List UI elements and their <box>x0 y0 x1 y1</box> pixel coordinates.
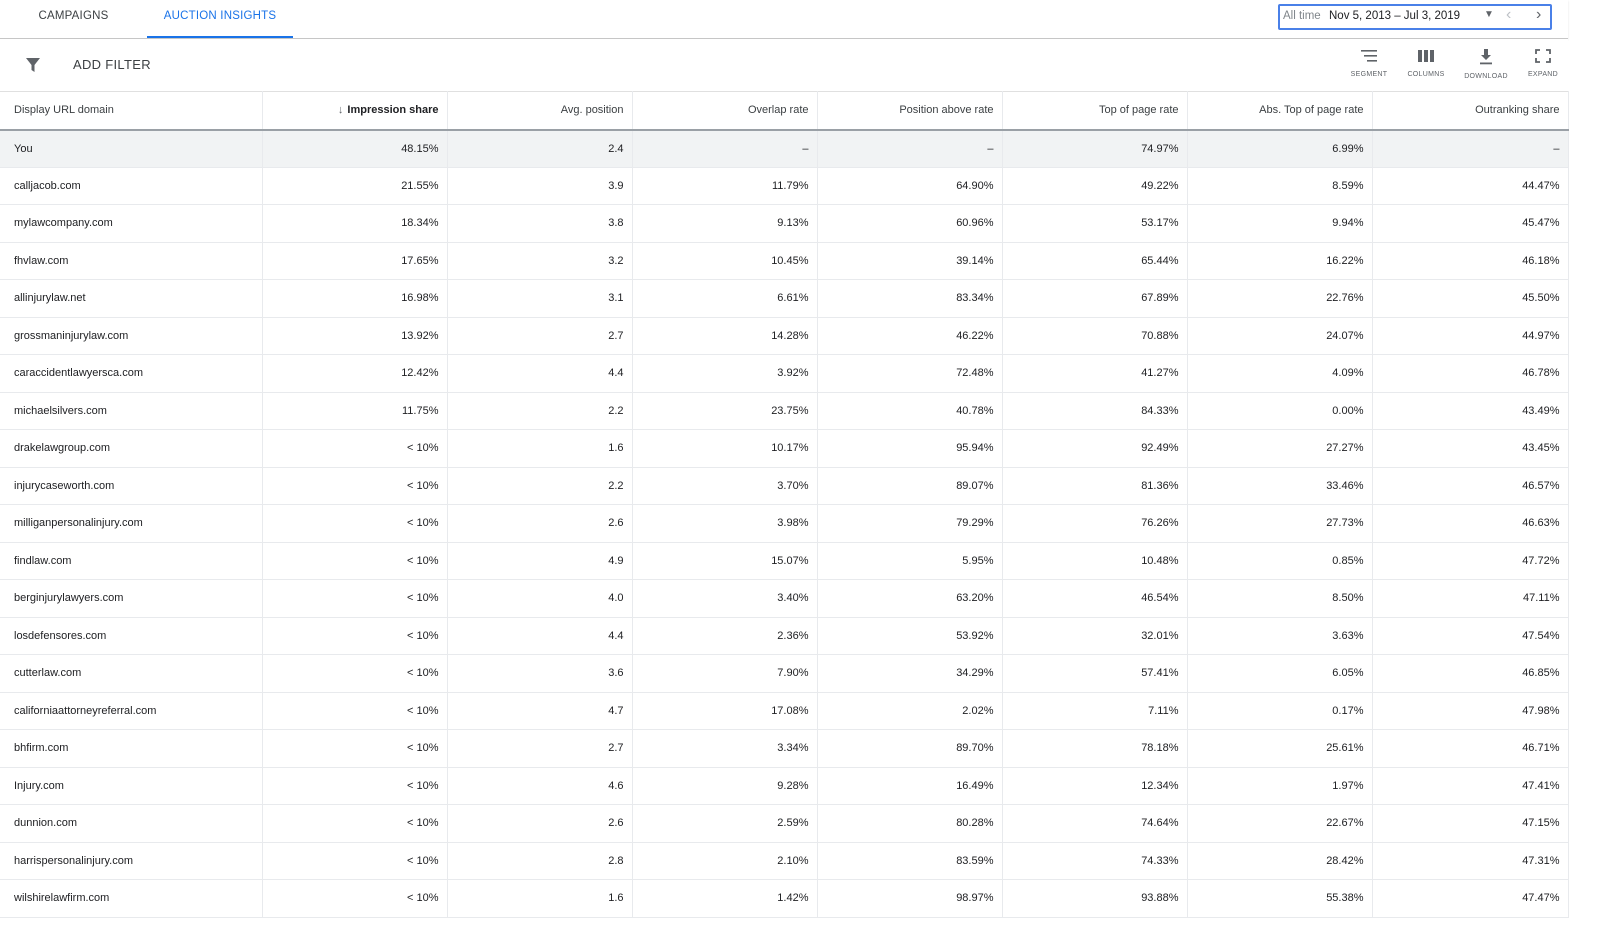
cell-abs-top-of-page-rate: 9.94% <box>1187 205 1372 243</box>
cell-outranking-share: 45.50% <box>1372 280 1568 318</box>
cell-overlap-rate: 14.28% <box>632 317 817 355</box>
cell-outranking-share: 47.11% <box>1372 580 1568 618</box>
cell-overlap-rate: 2.36% <box>632 617 817 655</box>
cell-avg-position: 3.8 <box>447 205 632 243</box>
cell-top-of-page-rate: 12.34% <box>1002 767 1187 805</box>
cell-abs-top-of-page-rate: 4.09% <box>1187 355 1372 393</box>
cell-abs-top-of-page-rate: 27.27% <box>1187 430 1372 468</box>
segment-icon <box>1360 49 1378 63</box>
cell-impression-share: < 10% <box>262 467 447 505</box>
top-bar <box>0 0 1568 39</box>
cell-position-above-rate: 89.07% <box>817 467 1002 505</box>
cell-avg-position: 3.9 <box>447 167 632 205</box>
cell-avg-position: 1.6 <box>447 430 632 468</box>
cell-overlap-rate: – <box>632 130 817 168</box>
download-button[interactable] <box>1458 49 1514 85</box>
header-overlap-rate[interactable]: Overlap rate <box>632 92 817 130</box>
cell-impression-share: 16.98% <box>262 280 447 318</box>
cell-impression-share: < 10% <box>262 805 447 843</box>
expand-button[interactable] <box>1515 49 1571 85</box>
cell-impression-share: < 10% <box>262 880 447 918</box>
cell-impression-share: 17.65% <box>262 242 447 280</box>
cell-position-above-rate: 80.28% <box>817 805 1002 843</box>
cell-avg-position: 4.4 <box>447 617 632 655</box>
cell-top-of-page-rate: 32.01% <box>1002 617 1187 655</box>
cell-outranking-share: 47.41% <box>1372 767 1568 805</box>
cell-top-of-page-rate: 67.89% <box>1002 280 1187 318</box>
cell-outranking-share: 46.18% <box>1372 242 1568 280</box>
cell-position-above-rate: 72.48% <box>817 355 1002 393</box>
date-preset-label: All time <box>1283 10 1321 22</box>
date-range-picker[interactable] <box>1278 4 1552 30</box>
cell-abs-top-of-page-rate: 16.22% <box>1187 242 1372 280</box>
cell-outranking-share: 43.45% <box>1372 430 1568 468</box>
cell-overlap-rate: 3.34% <box>632 730 817 768</box>
table-row <box>0 692 1568 730</box>
cell-domain: calljacob.com <box>0 167 262 205</box>
cell-domain: michaelsilvers.com <box>0 392 262 430</box>
cell-domain: allinjurylaw.net <box>0 280 262 318</box>
cell-domain: cutterlaw.com <box>0 655 262 693</box>
cell-overlap-rate: 2.10% <box>632 842 817 880</box>
cell-outranking-share: 46.85% <box>1372 655 1568 693</box>
cell-top-of-page-rate: 7.11% <box>1002 692 1187 730</box>
cell-abs-top-of-page-rate: 28.42% <box>1187 842 1372 880</box>
cell-domain: berginjurylawyers.com <box>0 580 262 618</box>
sort-arrow-down-icon: ↓ <box>337 104 344 117</box>
cell-abs-top-of-page-rate: 27.73% <box>1187 505 1372 543</box>
table-row <box>0 880 1568 918</box>
cell-top-of-page-rate: 57.41% <box>1002 655 1187 693</box>
cell-outranking-share: 45.47% <box>1372 205 1568 243</box>
cell-top-of-page-rate: 10.48% <box>1002 542 1187 580</box>
cell-position-above-rate: 2.02% <box>817 692 1002 730</box>
cell-abs-top-of-page-rate: 22.76% <box>1187 280 1372 318</box>
cell-overlap-rate: 15.07% <box>632 542 817 580</box>
cell-impression-share: < 10% <box>262 542 447 580</box>
cell-domain: fhvlaw.com <box>0 242 262 280</box>
cell-outranking-share: 47.98% <box>1372 692 1568 730</box>
cell-impression-share: 21.55% <box>262 167 447 205</box>
filter-icon[interactable] <box>25 56 41 74</box>
chevron-right-icon[interactable]: › <box>1536 6 1542 23</box>
tab-campaigns[interactable]: CAMPAIGNS <box>38 10 109 22</box>
cell-overlap-rate: 9.13% <box>632 205 817 243</box>
cell-top-of-page-rate: 74.33% <box>1002 842 1187 880</box>
cell-overlap-rate: 17.08% <box>632 692 817 730</box>
table-row <box>0 392 1568 430</box>
cell-outranking-share: 46.71% <box>1372 730 1568 768</box>
cell-position-above-rate: 39.14% <box>817 242 1002 280</box>
cell-top-of-page-rate: 92.49% <box>1002 430 1187 468</box>
header-avg-position[interactable]: Avg. position <box>447 92 632 130</box>
cell-impression-share: < 10% <box>262 617 447 655</box>
cell-outranking-share: 46.63% <box>1372 505 1568 543</box>
cell-top-of-page-rate: 41.27% <box>1002 355 1187 393</box>
cell-avg-position: 3.2 <box>447 242 632 280</box>
cell-avg-position: 2.6 <box>447 505 632 543</box>
table-row <box>0 467 1568 505</box>
cell-abs-top-of-page-rate: 55.38% <box>1187 880 1372 918</box>
cell-overlap-rate: 3.98% <box>632 505 817 543</box>
cell-avg-position: 2.6 <box>447 805 632 843</box>
cell-position-above-rate: 98.97% <box>817 880 1002 918</box>
table-row <box>0 167 1568 205</box>
header-impression-share[interactable] <box>262 92 447 130</box>
cell-avg-position: 1.6 <box>447 880 632 918</box>
table-body <box>0 130 1568 918</box>
add-filter-button[interactable]: ADD FILTER <box>73 57 151 72</box>
cell-domain: dunnion.com <box>0 805 262 843</box>
cell-abs-top-of-page-rate: 8.50% <box>1187 580 1372 618</box>
cell-overlap-rate: 7.90% <box>632 655 817 693</box>
header-abs-top-of-page-rate[interactable]: Abs. Top of page rate <box>1187 92 1372 130</box>
header-impression-share-label: Impression share <box>347 104 439 117</box>
table-row <box>0 505 1568 543</box>
cell-outranking-share: 43.49% <box>1372 392 1568 430</box>
table-row <box>0 767 1568 805</box>
download-icon <box>1477 49 1495 65</box>
filter-bar <box>0 39 1568 91</box>
cell-overlap-rate: 11.79% <box>632 167 817 205</box>
cell-abs-top-of-page-rate: 3.63% <box>1187 617 1372 655</box>
table-row <box>0 355 1568 393</box>
cell-avg-position: 4.0 <box>447 580 632 618</box>
cell-position-above-rate: 83.59% <box>817 842 1002 880</box>
columns-label: COLUMNS <box>1407 71 1445 78</box>
cell-overlap-rate: 10.45% <box>632 242 817 280</box>
cell-outranking-share: 47.54% <box>1372 617 1568 655</box>
cell-domain: californiaattorneyreferral.com <box>0 692 262 730</box>
cell-domain: milliganpersonalinjury.com <box>0 505 262 543</box>
cell-top-of-page-rate: 74.64% <box>1002 805 1187 843</box>
cell-position-above-rate: 34.29% <box>817 655 1002 693</box>
cell-impression-share: 13.92% <box>262 317 447 355</box>
cell-position-above-rate: 83.34% <box>817 280 1002 318</box>
table-row-you <box>0 130 1568 168</box>
cell-position-above-rate: – <box>817 130 1002 168</box>
cell-abs-top-of-page-rate: 0.17% <box>1187 692 1372 730</box>
cell-impression-share: < 10% <box>262 430 447 468</box>
cell-outranking-share: 44.97% <box>1372 317 1568 355</box>
chevron-left-icon[interactable]: ‹ <box>1506 6 1512 23</box>
cell-abs-top-of-page-rate: 0.00% <box>1187 392 1372 430</box>
cell-position-above-rate: 79.29% <box>817 505 1002 543</box>
header-outranking-share[interactable]: Outranking share <box>1372 92 1568 130</box>
cell-position-above-rate: 95.94% <box>817 430 1002 468</box>
cell-impression-share: 18.34% <box>262 205 447 243</box>
table-row <box>0 655 1568 693</box>
cell-top-of-page-rate: 70.88% <box>1002 317 1187 355</box>
cell-domain: You <box>0 130 262 168</box>
cell-abs-top-of-page-rate: 8.59% <box>1187 167 1372 205</box>
cell-top-of-page-rate: 46.54% <box>1002 580 1187 618</box>
cell-overlap-rate: 23.75% <box>632 392 817 430</box>
cell-impression-share: < 10% <box>262 580 447 618</box>
cell-impression-share: < 10% <box>262 842 447 880</box>
cell-domain: Injury.com <box>0 767 262 805</box>
cell-outranking-share: 47.31% <box>1372 842 1568 880</box>
table-row <box>0 280 1568 318</box>
cell-outranking-share: – <box>1372 130 1568 168</box>
cell-position-above-rate: 89.70% <box>817 730 1002 768</box>
cell-impression-share: < 10% <box>262 655 447 693</box>
cell-avg-position: 3.6 <box>447 655 632 693</box>
cell-impression-share: < 10% <box>262 767 447 805</box>
cell-outranking-share: 47.15% <box>1372 805 1568 843</box>
cell-avg-position: 2.4 <box>447 130 632 168</box>
cell-overlap-rate: 2.59% <box>632 805 817 843</box>
cell-outranking-share: 47.72% <box>1372 542 1568 580</box>
table-header-row <box>0 92 1568 130</box>
table-row <box>0 805 1568 843</box>
cell-avg-position: 4.9 <box>447 542 632 580</box>
table-row <box>0 542 1568 580</box>
table-row <box>0 617 1568 655</box>
cell-impression-share: 11.75% <box>262 392 447 430</box>
cell-top-of-page-rate: 74.97% <box>1002 130 1187 168</box>
cell-abs-top-of-page-rate: 24.07% <box>1187 317 1372 355</box>
cell-avg-position: 4.4 <box>447 355 632 393</box>
cell-top-of-page-rate: 84.33% <box>1002 392 1187 430</box>
cell-avg-position: 2.7 <box>447 730 632 768</box>
header-position-above-rate[interactable]: Position above rate <box>817 92 1002 130</box>
cell-top-of-page-rate: 53.17% <box>1002 205 1187 243</box>
cell-top-of-page-rate: 76.26% <box>1002 505 1187 543</box>
cell-outranking-share: 46.57% <box>1372 467 1568 505</box>
header-display-url-domain[interactable]: Display URL domain <box>0 92 262 130</box>
cell-domain: losdefensores.com <box>0 617 262 655</box>
cell-position-above-rate: 40.78% <box>817 392 1002 430</box>
cell-position-above-rate: 63.20% <box>817 580 1002 618</box>
cell-position-above-rate: 53.92% <box>817 617 1002 655</box>
table-row <box>0 842 1568 880</box>
header-top-of-page-rate[interactable]: Top of page rate <box>1002 92 1187 130</box>
cell-domain: caraccidentlawyersca.com <box>0 355 262 393</box>
cell-abs-top-of-page-rate: 1.97% <box>1187 767 1372 805</box>
cell-top-of-page-rate: 49.22% <box>1002 167 1187 205</box>
cell-overlap-rate: 3.92% <box>632 355 817 393</box>
cell-domain: grossmaninjurylaw.com <box>0 317 262 355</box>
cell-overlap-rate: 3.70% <box>632 467 817 505</box>
cell-abs-top-of-page-rate: 33.46% <box>1187 467 1372 505</box>
cell-top-of-page-rate: 78.18% <box>1002 730 1187 768</box>
cell-domain: mylawcompany.com <box>0 205 262 243</box>
table-row <box>0 430 1568 468</box>
cell-position-above-rate: 16.49% <box>817 767 1002 805</box>
cell-outranking-share: 47.47% <box>1372 880 1568 918</box>
cell-abs-top-of-page-rate: 25.61% <box>1187 730 1372 768</box>
cell-avg-position: 4.6 <box>447 767 632 805</box>
cell-position-above-rate: 5.95% <box>817 542 1002 580</box>
table-row <box>0 205 1568 243</box>
caret-down-icon[interactable]: ▼ <box>1484 9 1494 20</box>
cell-abs-top-of-page-rate: 22.67% <box>1187 805 1372 843</box>
cell-position-above-rate: 64.90% <box>817 167 1002 205</box>
cell-impression-share: < 10% <box>262 730 447 768</box>
cell-domain: harrispersonalinjury.com <box>0 842 262 880</box>
cell-impression-share: < 10% <box>262 505 447 543</box>
cell-outranking-share: 46.78% <box>1372 355 1568 393</box>
cell-avg-position: 2.2 <box>447 392 632 430</box>
cell-domain: wilshirelawfirm.com <box>0 880 262 918</box>
expand-icon <box>1535 49 1551 63</box>
cell-domain: injurycaseworth.com <box>0 467 262 505</box>
cell-avg-position: 2.8 <box>447 842 632 880</box>
cell-overlap-rate: 9.28% <box>632 767 817 805</box>
expand-label: EXPAND <box>1527 71 1559 78</box>
download-label: DOWNLOAD <box>1464 73 1508 80</box>
cell-overlap-rate: 1.42% <box>632 880 817 918</box>
cell-avg-position: 4.7 <box>447 692 632 730</box>
cell-domain: drakelawgroup.com <box>0 430 262 468</box>
cell-position-above-rate: 60.96% <box>817 205 1002 243</box>
table-row <box>0 242 1568 280</box>
table-row <box>0 730 1568 768</box>
tab-auction-insights[interactable]: AUCTION INSIGHTS <box>147 0 293 38</box>
cell-top-of-page-rate: 81.36% <box>1002 467 1187 505</box>
cell-avg-position: 2.2 <box>447 467 632 505</box>
cell-avg-position: 3.1 <box>447 280 632 318</box>
cell-overlap-rate: 6.61% <box>632 280 817 318</box>
cell-top-of-page-rate: 93.88% <box>1002 880 1187 918</box>
cell-outranking-share: 44.47% <box>1372 167 1568 205</box>
cell-position-above-rate: 46.22% <box>817 317 1002 355</box>
cell-overlap-rate: 10.17% <box>632 430 817 468</box>
cell-abs-top-of-page-rate: 0.85% <box>1187 542 1372 580</box>
columns-button[interactable] <box>1398 49 1454 85</box>
cell-abs-top-of-page-rate: 6.99% <box>1187 130 1372 168</box>
cell-overlap-rate: 3.40% <box>632 580 817 618</box>
cell-domain: bhfirm.com <box>0 730 262 768</box>
segment-label: SEGMENT <box>1350 71 1388 78</box>
segment-button[interactable] <box>1341 49 1397 85</box>
date-range-value: Nov 5, 2013 – Jul 3, 2019 <box>1329 10 1461 22</box>
table-row <box>0 580 1568 618</box>
cell-impression-share: 48.15% <box>262 130 447 168</box>
table-row <box>0 317 1568 355</box>
cell-impression-share: < 10% <box>262 692 447 730</box>
cell-abs-top-of-page-rate: 6.05% <box>1187 655 1372 693</box>
cell-domain: findlaw.com <box>0 542 262 580</box>
cell-avg-position: 2.7 <box>447 317 632 355</box>
cell-impression-share: 12.42% <box>262 355 447 393</box>
cell-top-of-page-rate: 65.44% <box>1002 242 1187 280</box>
auction-insights-table <box>0 91 1569 918</box>
columns-icon <box>1417 49 1435 63</box>
